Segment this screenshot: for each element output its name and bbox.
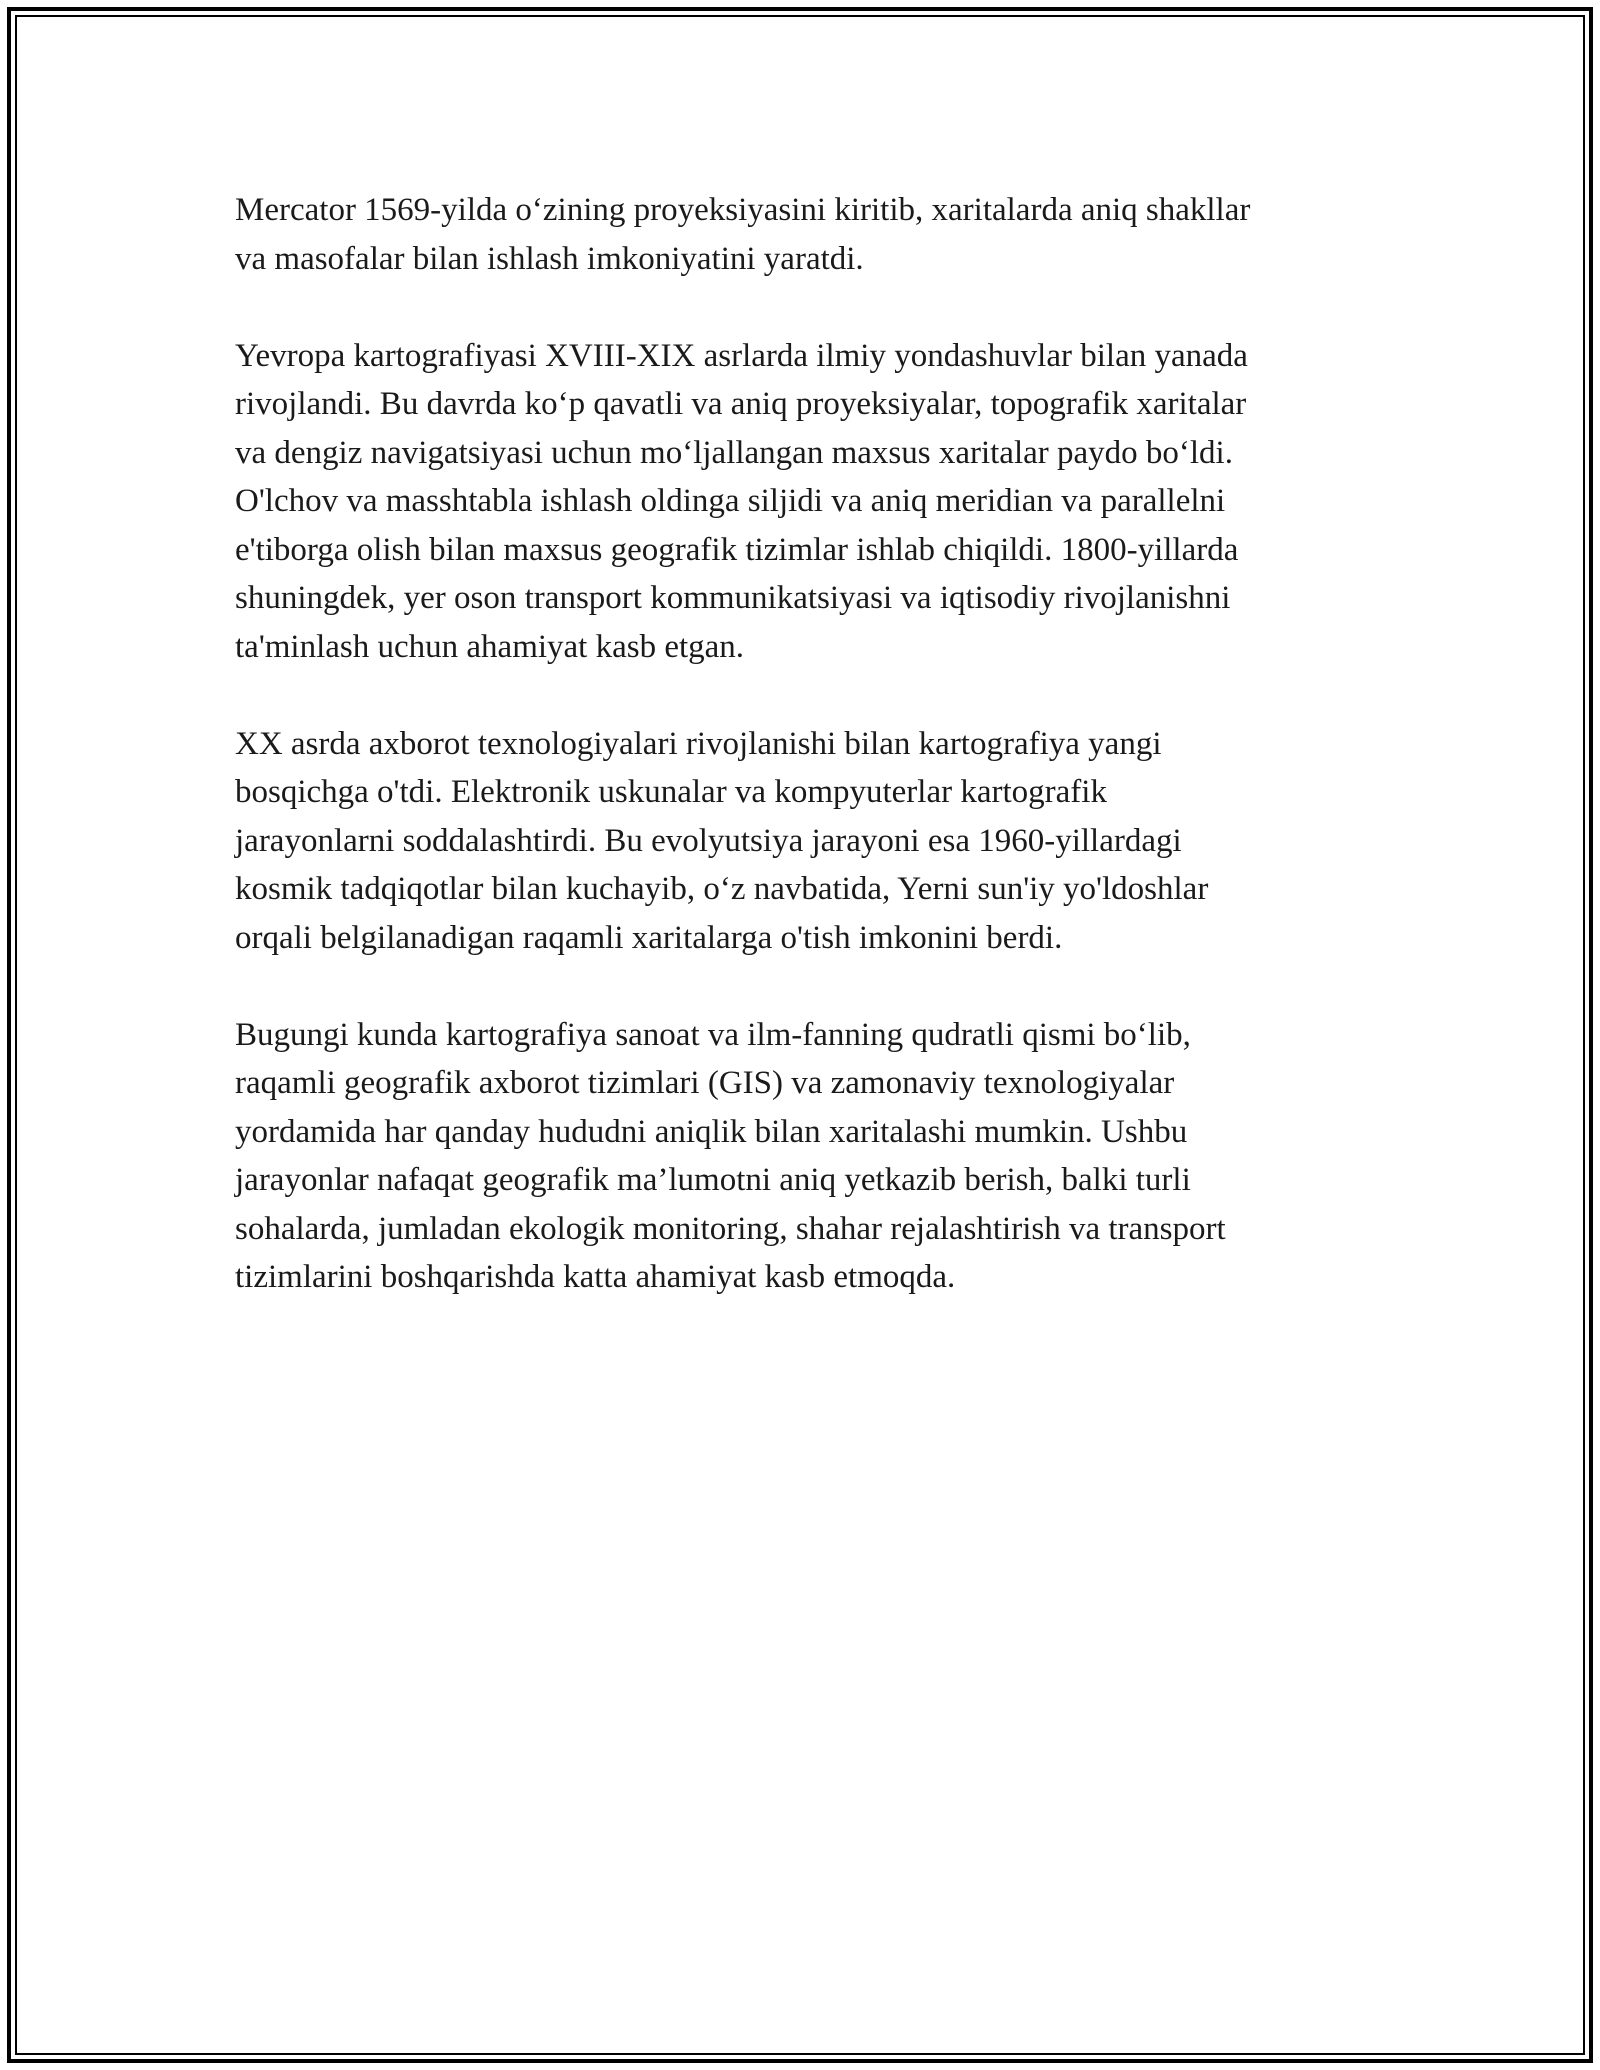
paragraph-europe-cartography <box>235 332 1370 672</box>
text-line: rivojlandi. Bu davrda ko‘p qavatli va aniq proyeksiyalar, topografik xaritalar <box>235 386 1247 422</box>
text-line: Mercator 1569-yilda o‘zining proyeksiyasini kiritib, xaritalarda aniq shakllar <box>235 192 1251 228</box>
text-line: va dengiz navigatsiyasi uchun mo‘ljallangan maxsus xaritalar paydo bo‘ldi. <box>235 434 1233 471</box>
text-line: Bugungi kunda kartografiya sanoat va ilm-fanning qudratli qismi bo‘lib, <box>235 1016 1191 1053</box>
paragraph-mercator <box>235 186 1370 283</box>
text-line: Yevropa kartografiyasi XVIII-XIX asrlarda ilmiy yondashuvlar bilan yanada <box>235 337 1248 374</box>
text-line: shuningdek, yer oson transport kommunikatsiyasi va iqtisodiy rivojlanishni <box>235 580 1231 616</box>
paragraph-modern-cartography <box>235 1011 1370 1302</box>
text-line: raqamli geografik axborot tizimlari (GIS) va zamonaviy texnologiyalar <box>235 1065 1175 1101</box>
text-line: e'tiborga olish bilan maxsus geografik tizimlar ishlab chiqildi. 1800-yillarda <box>235 531 1239 568</box>
text-line: va masofalar bilan ishlash imkoniyatini yaratdi. <box>235 240 864 277</box>
text-line: bosqichga o'tdi. Elektronik uskunalar va kompyuterlar kartografik <box>235 774 1107 810</box>
paragraph-20th-century <box>235 720 1370 963</box>
text-line: tizimlarini boshqarishda katta ahamiyat kasb etmoqda. <box>235 1259 956 1295</box>
text-line: kosmik tadqiqotlar bilan kuchayib, o‘z navbatida, Yerni sun'iy yo'ldoshlar <box>235 871 1209 907</box>
document-body <box>235 186 1370 1350</box>
text-line: yordamida har qanday hududni aniqlik bilan xaritalashi mumkin. Ushbu <box>235 1113 1188 1150</box>
text-line: XX asrda axborot texnologiyalari rivojlanishi bilan kartografiya yangi <box>235 725 1162 762</box>
text-line: orqali belgilanadigan raqamli xaritalarga o'tish imkonini berdi. <box>235 919 1063 956</box>
text-line: sohalarda, jumladan ekologik monitoring, shahar rejalashtirish va transport <box>235 1210 1226 1247</box>
text-line: jarayonlarni soddalashtirdi. Bu evolyutsiya jarayoni esa 1960-yillardagi <box>235 822 1182 859</box>
text-line: jarayonlar nafaqat geografik ma’lumotni aniq yetkazib berish, balki turli <box>235 1162 1191 1198</box>
text-line: O'lchov va masshtabla ishlash oldinga siljidi va aniq meridian va parallelni <box>235 483 1226 519</box>
text-line: ta'minlash uchun ahamiyat kasb etgan. <box>235 628 745 665</box>
